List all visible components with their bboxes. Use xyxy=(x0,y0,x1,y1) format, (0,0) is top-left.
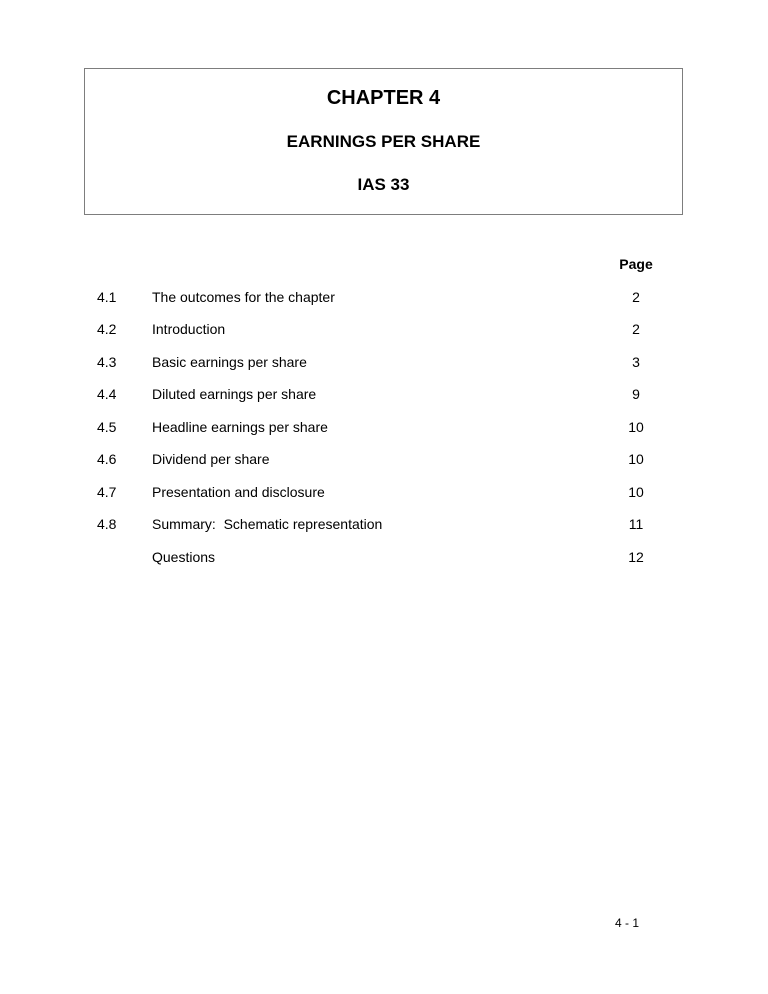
toc-row xyxy=(97,313,672,346)
toc-item-page: 10 xyxy=(628,483,644,500)
toc-row xyxy=(97,476,672,509)
toc-item-page: 2 xyxy=(632,288,640,305)
page-footer xyxy=(597,916,657,931)
toc-item-page: 2 xyxy=(632,321,640,338)
toc-item-number: 4.5 xyxy=(97,418,117,435)
toc-item-number: 4.1 xyxy=(97,288,117,305)
toc-item-page: 12 xyxy=(628,548,644,565)
toc-item-number: 4.6 xyxy=(97,451,117,468)
toc-row xyxy=(97,541,672,574)
footer-page-number: 4 - 1 xyxy=(614,916,639,930)
toc-item-title: Basic earnings per share xyxy=(152,353,307,370)
toc-item-title: Introduction xyxy=(152,321,226,338)
toc-item-page: 3 xyxy=(632,353,640,370)
toc-item-title: Dividend per share xyxy=(152,451,270,468)
toc-row xyxy=(97,346,672,379)
toc-item-number: 4.7 xyxy=(97,483,117,500)
toc-row xyxy=(97,443,672,476)
toc-row xyxy=(97,508,672,541)
toc-item-page: 9 xyxy=(632,386,640,403)
toc-item-title: Diluted earnings per share xyxy=(152,386,317,403)
toc-item-page: 10 xyxy=(628,451,644,468)
chapter-title: CHAPTER 4 xyxy=(326,87,441,109)
toc-header-row xyxy=(97,248,672,281)
toc-item-number: 4.3 xyxy=(97,353,117,370)
toc-item-title: Presentation and disclosure xyxy=(152,483,325,500)
table-of-contents xyxy=(97,248,672,573)
toc-row xyxy=(97,281,672,314)
toc-item-number: 4.8 xyxy=(97,516,117,533)
toc-page-column-header: Page xyxy=(619,256,653,273)
toc-item-page: 10 xyxy=(628,418,644,435)
toc-row xyxy=(97,378,672,411)
chapter-standard: IAS 33 xyxy=(357,175,410,194)
toc-item-title: Headline earnings per share xyxy=(152,418,328,435)
toc-item-page: 11 xyxy=(628,516,644,533)
chapter-subtitle: EARNINGS PER SHARE xyxy=(286,132,481,151)
chapter-header-box xyxy=(84,68,683,215)
toc-row xyxy=(97,411,672,444)
toc-item-number: 4.4 xyxy=(97,386,117,403)
toc-item-title: Summary: Schematic representation xyxy=(152,516,383,533)
toc-item-title: Questions xyxy=(152,548,216,565)
toc-item-number: 4.2 xyxy=(97,321,117,338)
toc-item-title: The outcomes for the chapter xyxy=(152,288,335,305)
